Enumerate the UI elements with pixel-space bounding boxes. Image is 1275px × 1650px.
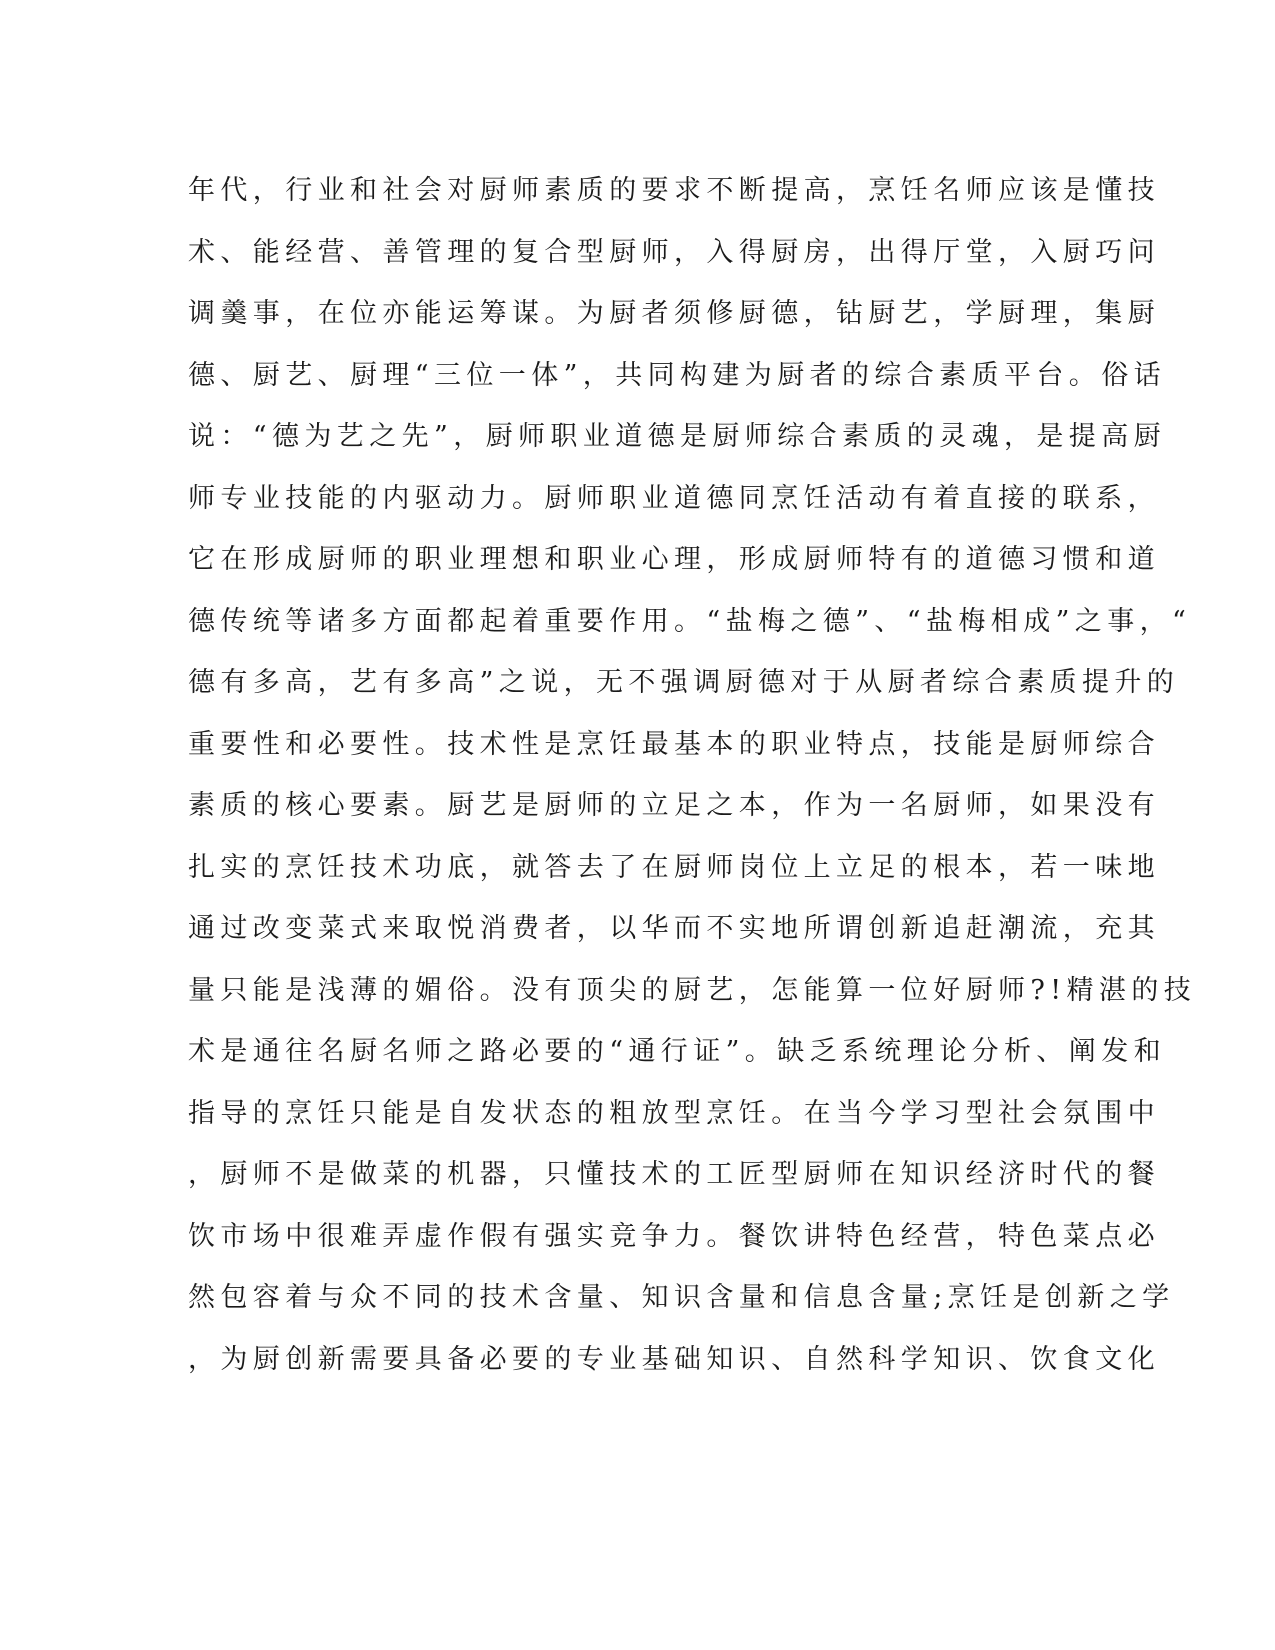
text-line: 量只能是浅薄的媚俗。没有顶尖的厨艺，怎能算一位好厨师?!精湛的技: [188, 974, 1197, 1006]
text-line: 术、能经营、善管理的复合型厨师，入得厨房，出得厅堂，入厨巧问: [188, 236, 1160, 268]
text-line: 素质的核心要素。厨艺是厨师的立足之本，作为一名厨师，如果没有: [188, 790, 1160, 821]
body-text: [188, 160, 1197, 1390]
text-line: ，为厨创新需要具备必要的专业基础知识、自然科学知识、饮食文化: [188, 1343, 1160, 1375]
text-line: 饮市场中很难弄虚作假有强实竞争力。餐饮讲特色经营，特色菜点必: [188, 1220, 1160, 1252]
text-line: 扎实的烹饪技术功底，就答去了在厨师岗位上立足的根本，若一味地: [188, 851, 1160, 883]
text-line: 调羹事，在位亦能运筹谋。为厨者须修厨德，钻厨艺，学厨理，集厨: [188, 298, 1160, 329]
text-line: 德、厨艺、厨理“三位一体”，共同构建为厨者的综合素质平台。俗话: [188, 359, 1167, 391]
text-line: 师专业技能的内驱动力。厨师职业道德同烹饪活动有着直接的联系，: [188, 482, 1160, 514]
text-line: 说：“德为艺之先”，厨师职业道德是厨师综合素质的灵魂，是提高厨: [188, 421, 1167, 452]
text-line: 通过改变菜式来取悦消费者，以华而不实地所谓创新追赶潮流，充其: [188, 913, 1160, 944]
text-line: ，厨师不是做菜的机器，只懂技术的工匠型厨师在知识经济时代的餐: [188, 1159, 1160, 1190]
text-line: 德有多高，艺有多高”之说，无不强调厨德对于从厨者综合素质提升的: [188, 667, 1180, 698]
text-line: 它在形成厨师的职业理想和职业心理，形成厨师特有的道德习惯和道: [188, 544, 1160, 575]
text-line: 术是通往名厨名师之路必要的“通行证”。缺乏系统理论分析、阐发和: [188, 1036, 1167, 1067]
text-line: 年代，行业和社会对厨师素质的要求不断提高，烹饪名师应该是懂技: [188, 175, 1160, 206]
text-line: 然包容着与众不同的技术含量、知识含量和信息含量;烹饪是创新之学: [188, 1282, 1175, 1313]
text-line: 指导的烹饪只能是自发状态的粗放型烹饪。在当今学习型社会氛围中: [188, 1097, 1160, 1129]
text-line: 重要性和必要性。技术性是烹饪最基本的职业特点，技能是厨师综合: [188, 728, 1160, 760]
text-line: 德传统等诸多方面都起着重要作用。“盐梅之德”、“盐梅相成”之事，“: [188, 605, 1192, 637]
